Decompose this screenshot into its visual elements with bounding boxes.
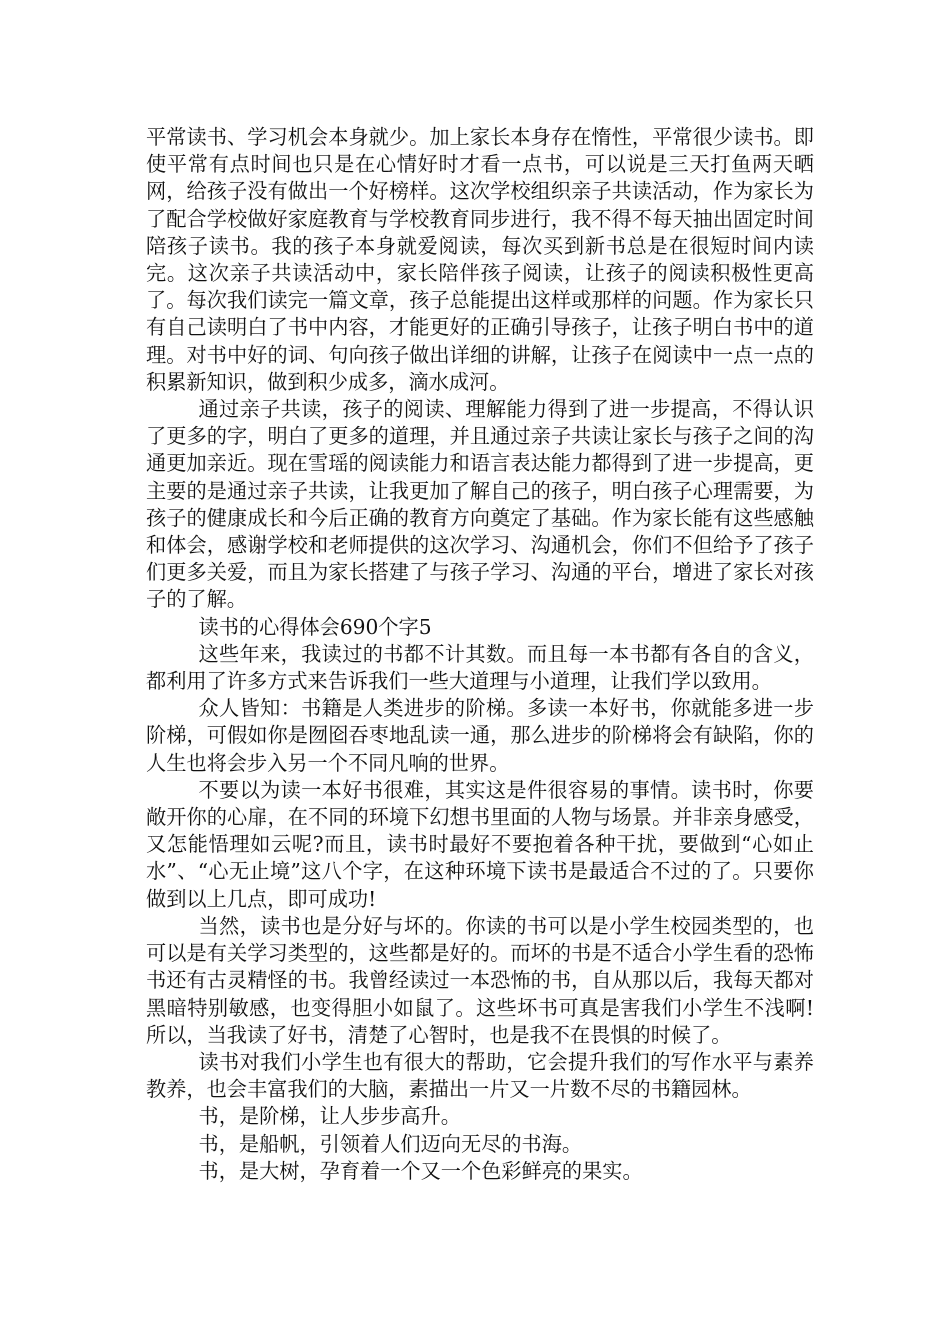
paragraph: 这些年来，我读过的书都不计其数。而且每一本书都有各自的含义，都利用了许多方式来告诉我们一些大道理与小道理，让我们学以致用。 [146,641,814,694]
paragraph: 通过亲子共读，孩子的阅读、理解能力得到了进一步提高，不得认识了更多的字，明白了更多的道理，并且通过亲子共读让家长与孩子之间的沟通更加亲近。现在雪瑶的阅读能力和语言表达能力都得到了进一步提高，更主要的是通过亲子共读，让我更加了解自己的孩子，明白孩子心理需要，为孩子的健康成长和今后正确的教育方向奠定了基础。作为家长能有这些感触和体会，感谢学校和老师提供的这次学习、沟通机会，你们不但给予了孩子们更多关爱，而且为家长搭建了与孩子学习、沟通的平台，增进了家长对孩子的了解。 [146,397,814,612]
paragraph: 当然，读书也是分好与坏的。你读的书可以是小学生校园类型的，也可以是有关学习类型的，这些都是好的。而坏的书是不适合小学生看的恐怖书还有古灵精怪的书。我曾经读过一本恐怖的书，自从那以后，我每天都对黑暗特别敏感，也变得胆小如鼠了。这些坏书可真是害我们小学生不浅啊!所以，当我读了好书，清楚了心智时，也是我不在畏惧的时候了。 [146,913,814,1047]
paragraph: 众人皆知：书籍是人类进步的阶梯。多读一本好书，你就能多进一步阶梯，可假如你是囫囵吞枣地乱读一通，那么进步的阶梯将会有缺陷，你的人生也将会步入另一个不同凡响的世界。 [146,696,814,775]
paragraph-continued: 平常读书、学习机会本身就少。加上家长本身存在惰性，平常很少读书。即使平常有点时间也只是在心情好时才看一点书，可以说是三天打鱼两天晒网，给孩子没有做出一个好榜样。这次学校组织亲子共读活动，作为家长为了配合学校做好家庭教育与学校教育同步进行，我不得不每天抽出固定时间陪孩子读书。我的孩子本身就爱阅读，每次买到新书总是在很短时间内读完。这次亲子共读活动中，家长陪伴孩子阅读，让孩子的阅读积极性更高了。每次我们读完一篇文章，孩子总能提出这样或那样的问题。作为家长只有自己读明白了书中内容，才能更好的正确引导孩子，让孩子明白书中的道理。对书中好的词、句向孩子做出详细的讲解，让孩子在阅读中一点一点的积累新知识，做到积少成多，滴水成河。 [146,125,814,394]
section-heading: 读书的心得体会690个字5 [198,614,432,639]
paragraph: 书，是阶梯，让人步步高升。 [198,1104,461,1129]
paragraph: 书，是大树，孕育着一个又一个色彩鲜亮的果实。 [198,1158,643,1183]
paragraph: 不要以为读一本好书很难，其实这是件很容易的事情。读书时，你要敞开你的心扉，在不同的环境下幻想书里面的人物与场景。并非亲身感受，又怎能悟理如云呢?而且，读书时最好不要抱着各种干扰，要做到“心如止水”、“心无止境”这八个字，在这种环境下读书是最适合不过的了。只要你做到以上几点，即可成功! [146,777,814,911]
document-body [146,124,814,1185]
paragraph: 读书对我们小学生也有很大的帮助，它会提升我们的写作水平与素养教养，也会丰富我们的大脑，素描出一片又一片数不尽的书籍园林。 [146,1049,814,1102]
paragraph: 书，是船帆，引领着人们迈向无尽的书海。 [198,1131,583,1156]
